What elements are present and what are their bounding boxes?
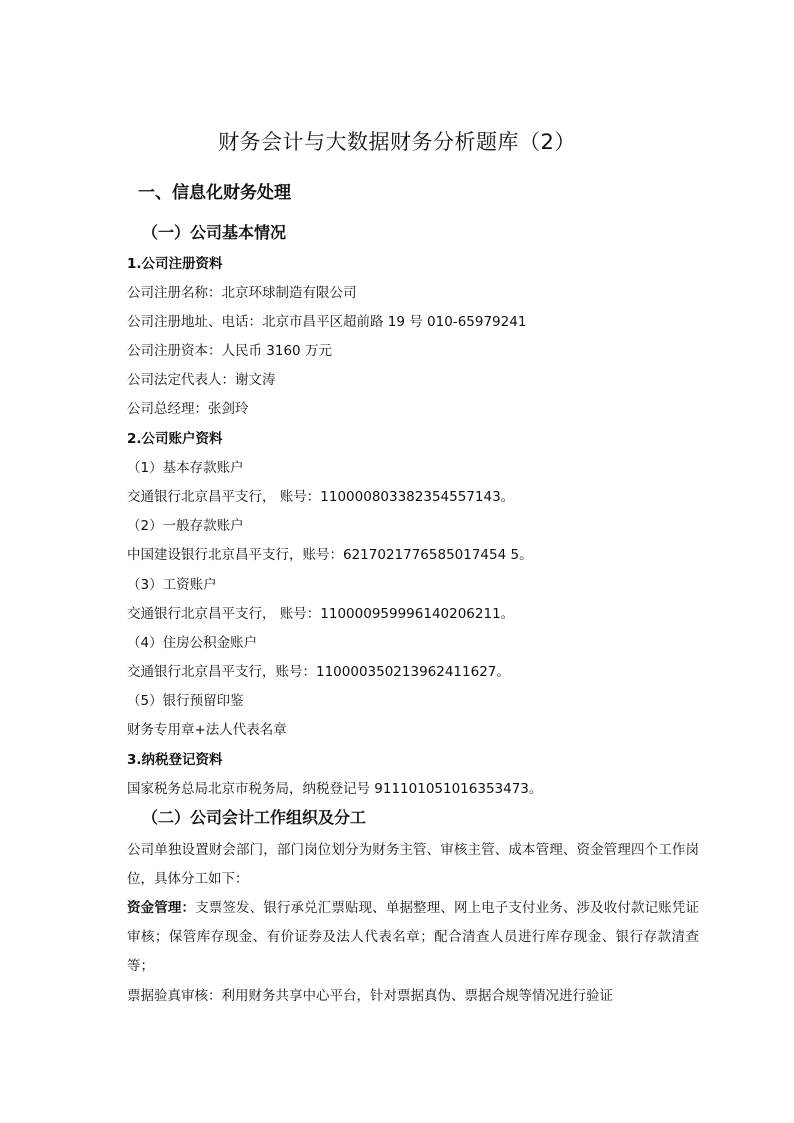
registration-heading: 1.公司注册资料 xyxy=(127,256,223,272)
registration-address: 公司注册地址、电话：北京市昌平区超前路 19 号 010-65979241 xyxy=(127,314,527,330)
paragraph-organization-text: 公司单独设置财会部门，部门岗位划分为财务主管、审核主管、成本管理、资金管理四个工作岗位，具体分工如下： xyxy=(127,842,699,887)
registration-name: 公司注册名称：北京环球制造有限公司 xyxy=(127,285,357,301)
subsection-heading-2: （二）公司会计工作组织及分工 xyxy=(142,808,367,827)
paragraph-organization xyxy=(127,836,699,894)
housing-fund-account-value: 交通银行北京昌平支行，账号：110000350213962411627。 xyxy=(127,664,510,680)
registration-capital: 公司注册资本：人民币 3160 万元 xyxy=(127,343,332,359)
payroll-account-label: （3）工资账户 xyxy=(127,577,217,593)
document-title: 财务会计与大数据财务分析题库（2） xyxy=(218,130,576,154)
fund-management-label: 资金管理： xyxy=(127,900,196,916)
legal-representative: 公司法定代表人：谢文涛 xyxy=(127,372,276,388)
subsection-heading-1: （一）公司基本情况 xyxy=(142,223,287,242)
paragraph-fund-management xyxy=(127,894,699,981)
accounts-heading: 2.公司账户资料 xyxy=(127,431,223,447)
housing-fund-account-label: （4）住房公积金账户 xyxy=(127,635,258,651)
payroll-account-value: 交通银行北京昌平支行， 账号：110000959996140206211。 xyxy=(127,606,515,622)
bank-seal-label: （5）银行预留印鉴 xyxy=(127,693,244,709)
paragraph-invoice-verification xyxy=(127,982,699,1011)
tax-registration-value: 国家税务总局北京市税务局，纳税登记号 911101051016353473。 xyxy=(127,781,543,797)
fund-management-text: 支票签发、银行承兑汇票贴现、单据整理、网上电子支付业务、涉及收付款记账凭证审核；保管库存现金、有价证券及法人代表名章；配合清查人员进行库存现金、银行存款清查等； xyxy=(127,900,700,974)
general-manager: 公司总经理：张剑玲 xyxy=(127,401,249,417)
basic-account-label: （1）基本存款账户 xyxy=(127,460,244,476)
tax-heading: 3.纳税登记资料 xyxy=(127,752,223,768)
general-account-label: （2）一般存款账户 xyxy=(127,518,244,534)
section-heading-1: 一、信息化财务处理 xyxy=(138,183,291,203)
general-account-value: 中国建设银行北京昌平支行，账号：6217021776585017454 5。 xyxy=(127,547,533,563)
bank-seal-value: 财务专用章+法人代表名章 xyxy=(127,722,287,738)
invoice-verification-text: 票据验真审核：利用财务共享中心平台，针对票据真伪、票据合规等情况进行验证 xyxy=(127,988,613,1004)
basic-account-value: 交通银行北京昌平支行， 账号：110000803382354557143。 xyxy=(127,489,515,505)
